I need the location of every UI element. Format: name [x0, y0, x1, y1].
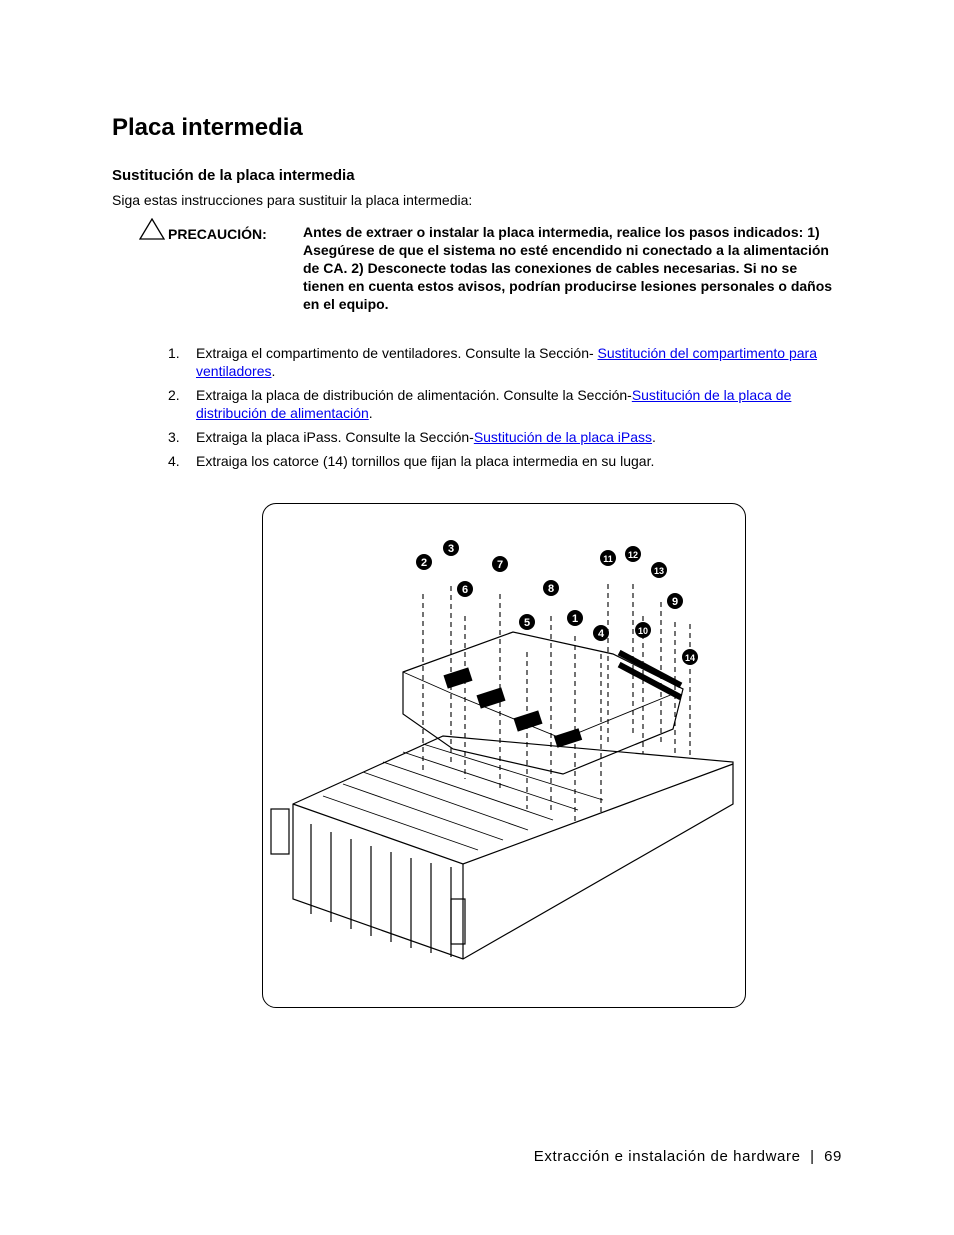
chassis-illustration: [263, 504, 747, 1009]
screw-number: 2: [420, 557, 428, 569]
screw-number: 4: [597, 628, 605, 640]
screw-number: 5: [523, 617, 531, 629]
step-link[interactable]: Sustitución de la placa de distribución de alimentación: [196, 387, 792, 421]
step-text: Extraiga los catorce (14) tornillos que fijan la placa intermedia en su lugar.: [196, 453, 655, 469]
step-number: 4.: [168, 453, 180, 469]
intro-text: Siga estas instrucciones para sustituir la placa intermedia:: [112, 192, 473, 208]
screw-number: 6: [461, 584, 469, 596]
drive-bays: [311, 824, 451, 957]
steps-list: [168, 344, 858, 476]
midplane-connectors: [443, 650, 682, 748]
step-number: 1.: [168, 345, 180, 361]
chassis-top-edge: [293, 764, 733, 864]
rack-handle: [271, 809, 289, 854]
screw-number: 12: [627, 550, 639, 560]
screw-number: 10: [637, 626, 649, 636]
screw-number: 9: [671, 596, 679, 608]
step-item: 1. Extraiga el compartimento de ventiladores. Consulte la Sección- Sustitución del compartimento para ventiladores.: [168, 345, 817, 379]
screw-number-labels: [416, 540, 698, 665]
footer-section: Extracción e instalación de hardware: [533, 1148, 801, 1165]
screw-number: 13: [653, 566, 665, 576]
step-link[interactable]: Sustitución de la placa iPass: [473, 429, 653, 445]
step-item: 2. Extraiga la placa de distribución de alimentación. Consulte la Sección-Sustitución de la placa de distribución de alimentación.: [168, 387, 792, 421]
chassis-outline: [293, 736, 733, 959]
footer-separator: |: [810, 1148, 815, 1165]
midplane-board: [403, 632, 683, 774]
step-text: Extraiga la placa de distribución de alimentación. Consulte la Sección-: [196, 387, 632, 403]
section-subtitle: Sustitución de la placa intermedia: [112, 167, 355, 184]
screw-number: 8: [547, 583, 555, 595]
step-text: Extraiga el compartimento de ventiladores. Consulte la Sección-: [196, 345, 598, 361]
step-number: 2.: [168, 387, 180, 403]
caution-text: Antes de extraer o instalar la placa intermedia, realice los pasos indicados: 1) Asegúrese de que el sistema no esté encendido ni conectado a la alimentación de CA. 2) Desconecte todas las conexiones de cables necesarias. Si no se tienen en cuenta estos avisos, podrían producirse lesiones personales o daños en el equipo.: [303, 224, 833, 312]
screw-number: 7: [496, 559, 504, 571]
midplane-removal-figure: [262, 503, 746, 1008]
page-title: Placa intermedia: [112, 114, 303, 141]
page-number: 69: [824, 1148, 842, 1165]
step-text: Extraiga la placa iPass. Consulte la Sección-: [196, 429, 474, 445]
screw-number: 14: [684, 653, 696, 663]
step-item: 3. Extraiga la placa iPass. Consulte la Sección-Sustitución de la placa iPass.: [168, 429, 656, 445]
step-number: 3.: [168, 429, 180, 445]
warning-triangle-icon: [139, 218, 165, 240]
chassis-slots: [323, 744, 603, 850]
screw-number: 1: [571, 613, 579, 625]
screw-number: 11: [603, 554, 613, 564]
screw-number: 3: [447, 543, 455, 555]
step-item: [168, 452, 858, 470]
page-footer: [534, 1148, 842, 1165]
caution-label: PRECAUCIÓN:: [168, 226, 267, 242]
step-link[interactable]: Sustitución del compartimento para ventiladores: [196, 345, 817, 379]
